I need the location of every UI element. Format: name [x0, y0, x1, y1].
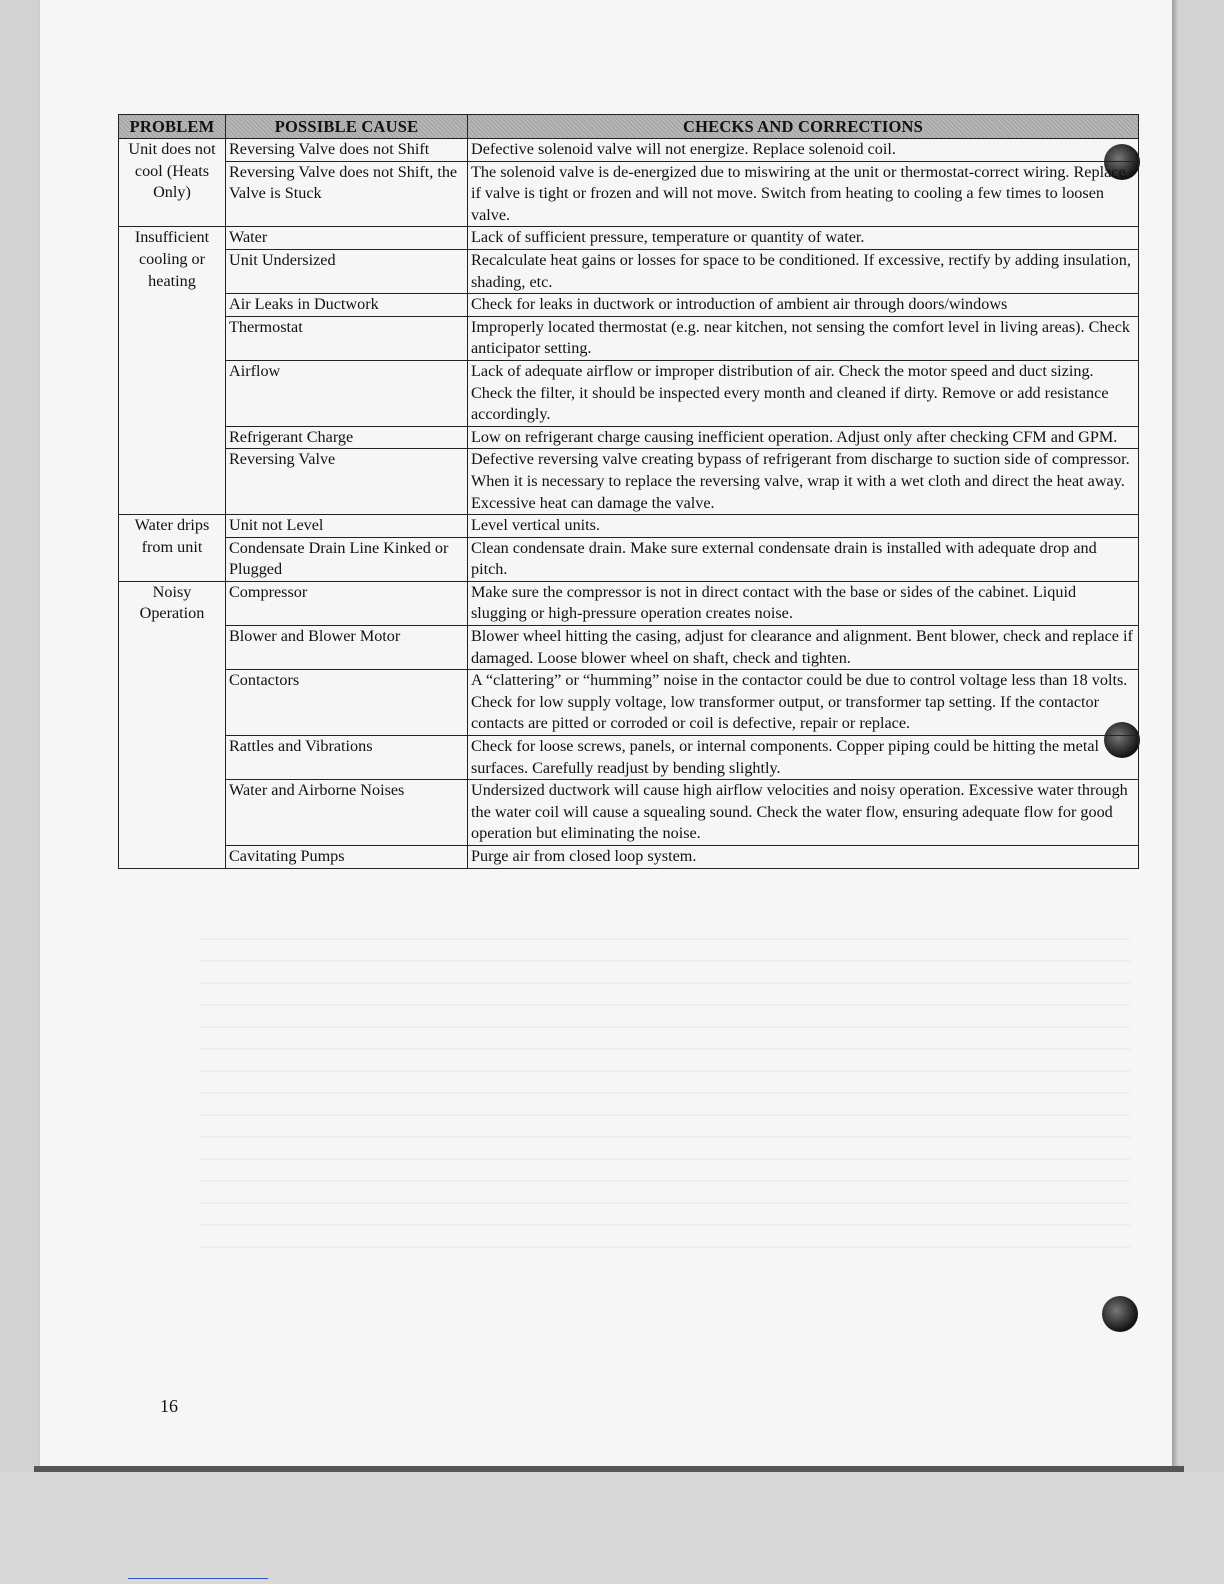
- correction-cell: Defective reversing valve creating bypass of refrigerant from discharge to suction side of compressor. When it is necessary to replace the reversing valve, wrap it with a wet cloth and direct the heat away. Excessive heat can damage the valve.: [468, 449, 1139, 515]
- table-header-row: [119, 115, 1139, 139]
- cause-cell: Cavitating Pumps: [226, 846, 468, 869]
- table-row: [119, 670, 1139, 736]
- binder-hole-bottom: [1102, 1296, 1138, 1332]
- correction-cell: Purge air from closed loop system.: [468, 846, 1139, 869]
- table-row: [119, 626, 1139, 670]
- problem-cell: Insufficient cooling or heating: [119, 227, 226, 515]
- cause-cell: Reversing Valve does not Shift: [226, 139, 468, 162]
- scan-background: [0, 1472, 1224, 1584]
- correction-cell: Defective solenoid valve will not energize. Replace solenoid coil.: [468, 139, 1139, 162]
- cause-cell: Unit not Level: [226, 515, 468, 538]
- cause-cell: Blower and Blower Motor: [226, 626, 468, 670]
- header-possible-cause: POSSIBLE CAUSE: [226, 115, 468, 139]
- correction-cell: Improperly located thermostat (e.g. near kitchen, not sensing the comfort level in living areas). Check anticipator setting.: [468, 316, 1139, 360]
- cause-cell: Reversing Valve does not Shift, the Valve is Stuck: [226, 161, 468, 227]
- table-row: [119, 316, 1139, 360]
- table-row: [119, 537, 1139, 581]
- problem-cell: Water drips from unit: [119, 515, 226, 582]
- table-row: [119, 227, 1139, 250]
- correction-cell: A “clattering” or “humming” noise in the contactor could be due to control voltage less than 18 volts. Check for low supply voltage, low transformer output, or transformer tap setting. If the contactor contacts are pitted or corroded or coil is defective, repair or replace.: [468, 670, 1139, 736]
- table-row: [119, 360, 1139, 426]
- correction-cell: Check for leaks in ductwork or introduction of ambient air through doors/windows: [468, 294, 1139, 317]
- table-row: [119, 139, 1139, 162]
- troubleshooting-table: [118, 114, 1139, 869]
- header-problem: PROBLEM: [119, 115, 226, 139]
- table-row: [119, 449, 1139, 515]
- table-row: [119, 846, 1139, 869]
- cause-cell: Compressor: [226, 581, 468, 625]
- table-row: [119, 426, 1139, 449]
- table-row: [119, 249, 1139, 293]
- problem-cell: Noisy Operation: [119, 581, 226, 868]
- cause-cell: Reversing Valve: [226, 449, 468, 515]
- table-row: [119, 294, 1139, 317]
- cause-cell: Airflow: [226, 360, 468, 426]
- correction-cell: The solenoid valve is de-energized due to miswiring at the unit or thermostat-correct wiring. Replace if valve is tight or frozen and will not move. Switch from heating to cooling a few times to loosen valve.: [468, 161, 1139, 227]
- correction-cell: Recalculate heat gains or losses for space to be conditioned. If excessive, rectify by adding insulation, shading, etc.: [468, 249, 1139, 293]
- correction-cell: Make sure the compressor is not in direct contact with the base or sides of the cabinet. Liquid slugging or high-pressure operation creates noise.: [468, 581, 1139, 625]
- cause-cell: Water: [226, 227, 468, 250]
- cause-cell: Condensate Drain Line Kinked or Plugged: [226, 537, 468, 581]
- page-number: 16: [160, 1396, 178, 1416]
- page-edge: [1172, 0, 1178, 1478]
- table-row: [119, 780, 1139, 846]
- cause-cell: Thermostat: [226, 316, 468, 360]
- correction-cell: Blower wheel hitting the casing, adjust for clearance and alignment. Bent blower, check and replace if damaged. Loose blower wheel on shaft, check and tighten.: [468, 626, 1139, 670]
- link-underline: [128, 1578, 268, 1579]
- cause-cell: Rattles and Vibrations: [226, 736, 468, 780]
- problem-cell: Unit does not cool (Heats Only): [119, 139, 226, 227]
- cause-cell: Refrigerant Charge: [226, 426, 468, 449]
- table-row: [119, 515, 1139, 538]
- table-row: [119, 581, 1139, 625]
- table-row: [119, 161, 1139, 227]
- correction-cell: Undersized ductwork will cause high airflow velocities and noisy operation. Excessive water through the water coil will cause a squealing sound. Check the water flow, ensuring adequate flow for good operation but eliminating the noise.: [468, 780, 1139, 846]
- correction-cell: Clean condensate drain. Make sure external condensate drain is installed with adequate drop and pitch.: [468, 537, 1139, 581]
- cause-cell: Contactors: [226, 670, 468, 736]
- header-checks-and-corrections: CHECKS AND CORRECTIONS: [468, 115, 1139, 139]
- correction-cell: Lack of sufficient pressure, temperature or quantity of water.: [468, 227, 1139, 250]
- correction-cell: Level vertical units.: [468, 515, 1139, 538]
- cause-cell: Water and Airborne Noises: [226, 780, 468, 846]
- cause-cell: Air Leaks in Ductwork: [226, 294, 468, 317]
- table-row: [119, 736, 1139, 780]
- bleed-through-text: [200, 918, 1130, 1248]
- correction-cell: Lack of adequate airflow or improper distribution of air. Check the motor speed and duct sizing. Check the filter, it should be inspected every month and cleaned if dirty. Remove or add resistance accordingly.: [468, 360, 1139, 426]
- correction-cell: Low on refrigerant charge causing inefficient operation. Adjust only after checking CFM and GPM.: [468, 426, 1139, 449]
- cause-cell: Unit Undersized: [226, 249, 468, 293]
- correction-cell: Check for loose screws, panels, or internal components. Copper piping could be hitting the metal surfaces. Carefully readjust by bending slightly.: [468, 736, 1139, 780]
